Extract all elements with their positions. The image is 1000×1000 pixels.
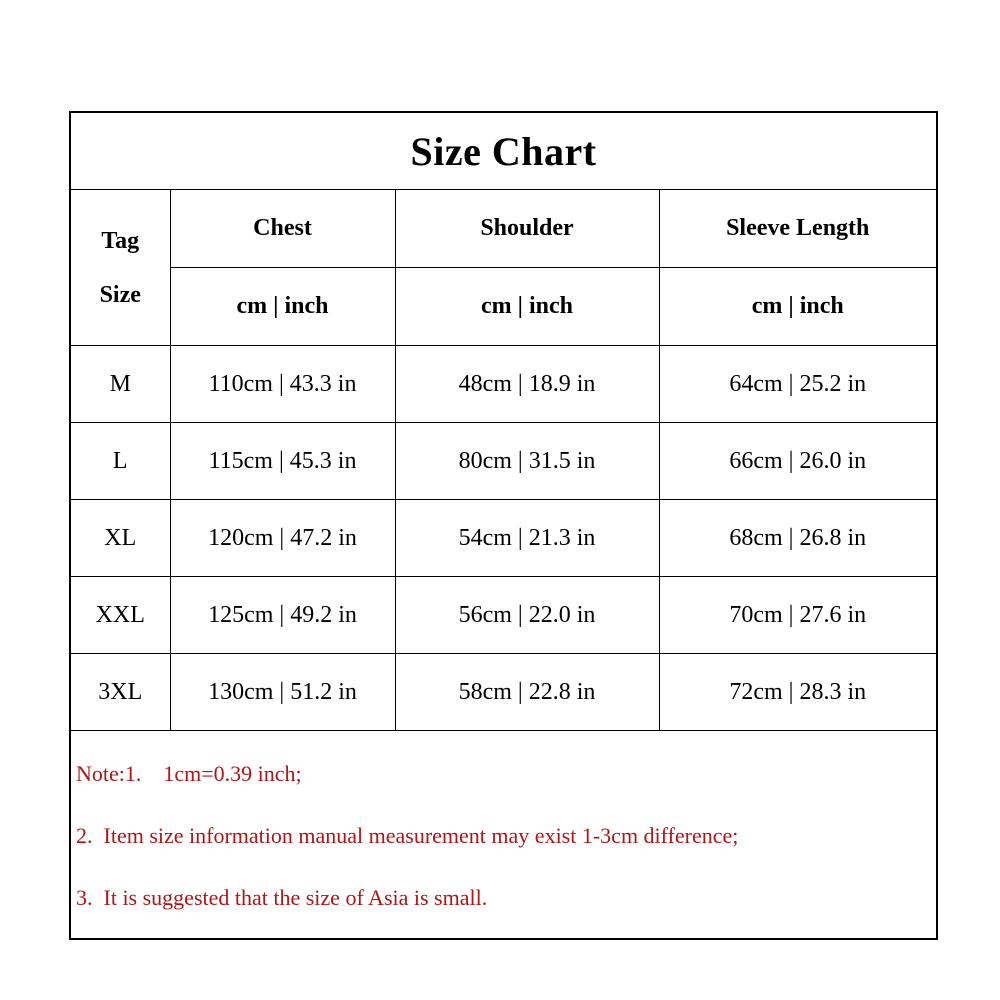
shoulder-cell: 48cm | 18.9 in: [395, 346, 659, 423]
sleeve-cell: 64cm | 25.2 in: [659, 346, 936, 423]
chest-cell: 125cm | 49.2 in: [170, 577, 395, 654]
table-row: [71, 346, 936, 423]
table-row: [71, 577, 936, 654]
chest-cell: 130cm | 51.2 in: [170, 654, 395, 731]
note-line-3: 3. It is suggested that the size of Asia is small.: [76, 885, 488, 910]
size-cell: L: [71, 423, 170, 500]
note-line-1: Note:1. 1cm=0.39 inch;: [76, 761, 302, 786]
sleeve-cell: 68cm | 26.8 in: [659, 500, 936, 577]
chart-title: Size Chart: [71, 113, 936, 190]
size-chart: [69, 111, 938, 940]
note-line-2: 2. Item size information manual measurement may exist 1-3cm difference;: [76, 823, 739, 848]
shoulder-cell: 54cm | 21.3 in: [395, 500, 659, 577]
chest-cell: 110cm | 43.3 in: [170, 346, 395, 423]
tag-size-header: Tag Size: [71, 190, 170, 346]
unit-label: cm | inch: [170, 268, 395, 346]
column-header-chest: Chest: [170, 190, 395, 268]
units-row: [71, 268, 936, 346]
size-table: [71, 189, 936, 731]
size-cell: XL: [71, 500, 170, 577]
size-cell: 3XL: [71, 654, 170, 731]
table-row: [71, 423, 936, 500]
shoulder-cell: 56cm | 22.0 in: [395, 577, 659, 654]
unit-label: cm | inch: [395, 268, 659, 346]
table-row: [71, 654, 936, 731]
size-cell: M: [71, 346, 170, 423]
table-row: [71, 500, 936, 577]
header-row: [71, 190, 936, 268]
unit-label: cm | inch: [659, 268, 936, 346]
column-header-shoulder: Shoulder: [395, 190, 659, 268]
shoulder-cell: 58cm | 22.8 in: [395, 654, 659, 731]
shoulder-cell: 80cm | 31.5 in: [395, 423, 659, 500]
sleeve-cell: 70cm | 27.6 in: [659, 577, 936, 654]
sleeve-cell: 66cm | 26.0 in: [659, 423, 936, 500]
chest-cell: 115cm | 45.3 in: [170, 423, 395, 500]
column-header-sleeve-length: Sleeve Length: [659, 190, 936, 268]
sleeve-cell: 72cm | 28.3 in: [659, 654, 936, 731]
size-cell: XXL: [71, 577, 170, 654]
chest-cell: 120cm | 47.2 in: [170, 500, 395, 577]
